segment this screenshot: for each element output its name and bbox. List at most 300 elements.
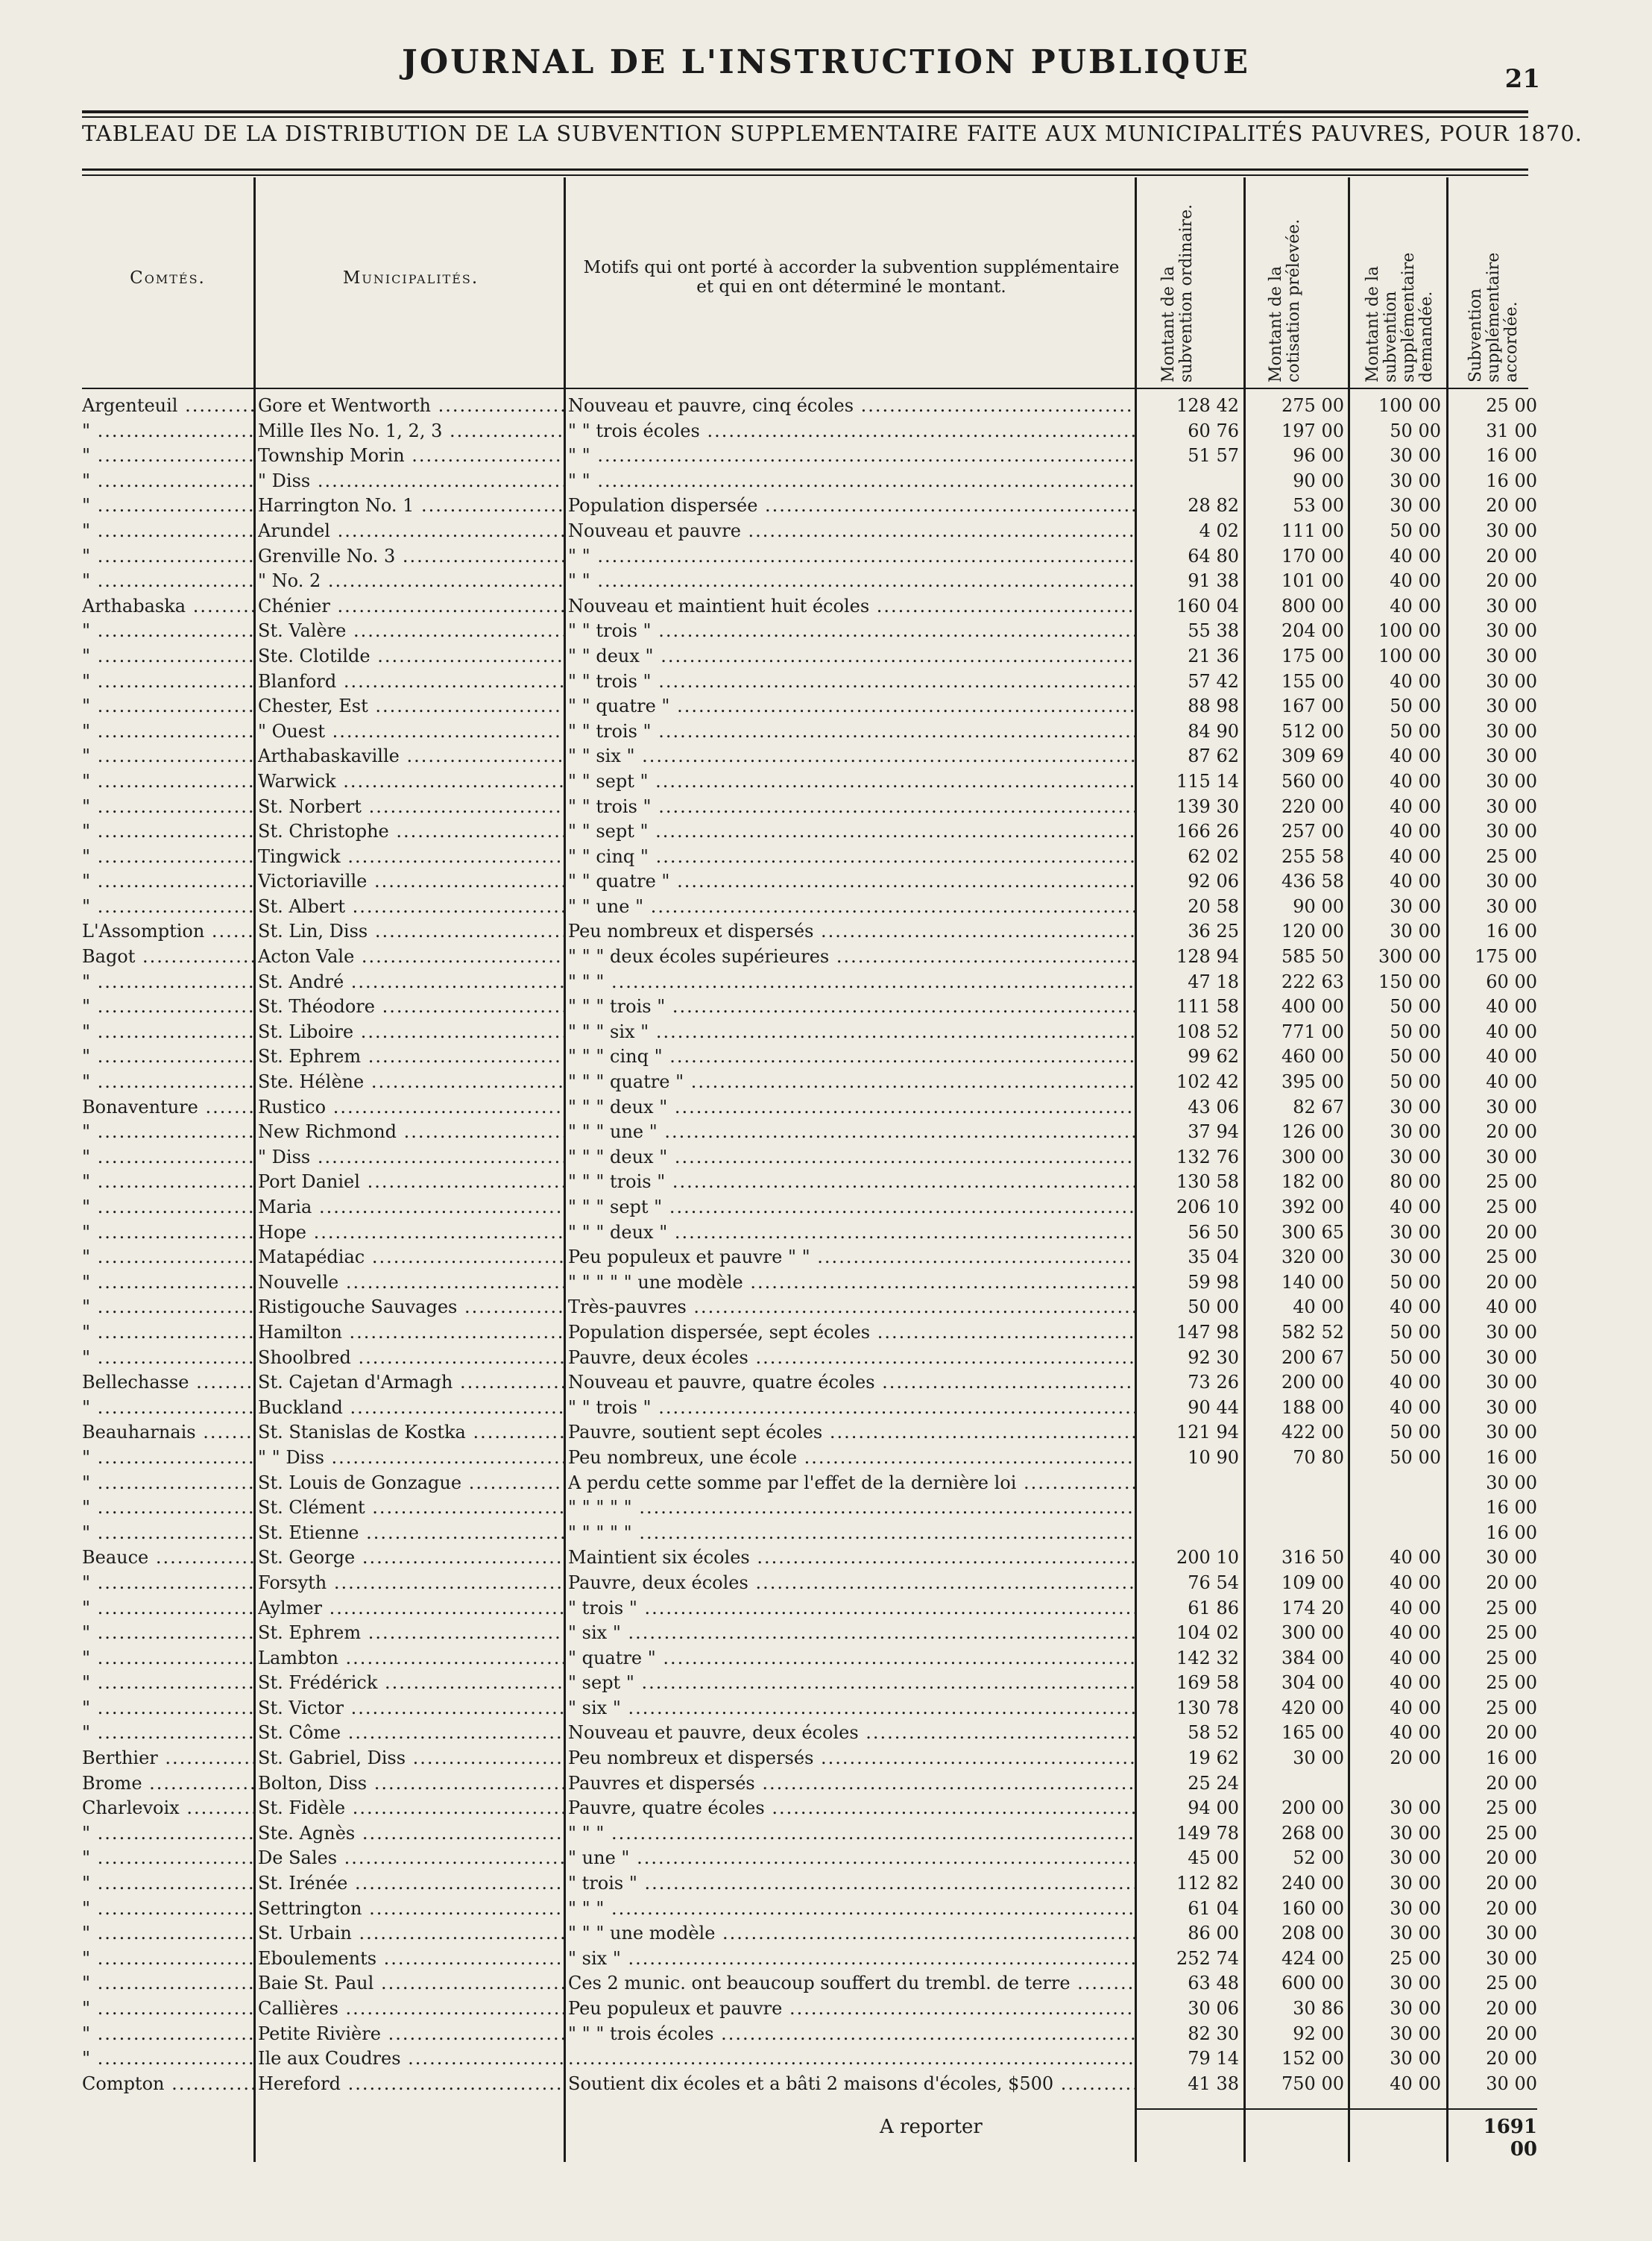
- county-cell: " .....: [82, 1571, 253, 1595]
- granted-amount-cell: 16 00: [1486, 470, 1537, 491]
- granted-amount-cell: 30 00: [1486, 1096, 1537, 1118]
- assessment-amount-cell: 126 00: [1281, 1121, 1344, 1143]
- table-row: [0, 519, 1652, 544]
- assessment-amount-cell: 200 67: [1281, 1346, 1344, 1368]
- county-cell: Bagot .....: [82, 945, 253, 969]
- county-cell: " .....: [82, 795, 253, 819]
- motif-cell: " " une " .....: [568, 895, 1135, 919]
- county-cell: " .....: [82, 1495, 253, 1520]
- county-cell: " .....: [82, 995, 253, 1019]
- ordinary-amount-cell: 47 18: [1188, 971, 1239, 992]
- county-cell: Berthier .....: [82, 1746, 253, 1771]
- ordinary-amount-cell: 169 58: [1176, 1672, 1239, 1694]
- county-cell: " .....: [82, 494, 253, 518]
- county-cell: " .....: [82, 1120, 253, 1144]
- assessment-amount-cell: 424 00: [1281, 1947, 1344, 1969]
- table-row: [0, 819, 1652, 845]
- motif-cell: " " " " " .....: [568, 1495, 1135, 1520]
- county-cell: " .....: [82, 719, 253, 744]
- assessment-amount-cell: 255 58: [1281, 845, 1344, 867]
- ordinary-amount-cell: 160 04: [1176, 595, 1239, 617]
- table-row: [0, 1646, 1652, 1671]
- assessment-amount-cell: 200 00: [1281, 1797, 1344, 1819]
- header-demandee: Montant de la subvention supplémentaire demandée.: [1363, 252, 1436, 382]
- granted-amount-cell: 175 00: [1475, 946, 1537, 968]
- motif-cell: " " " " " .....: [568, 1521, 1135, 1545]
- county-cell: Arthabaska .....: [82, 594, 253, 619]
- granted-amount-cell: 25 00: [1486, 1672, 1537, 1694]
- granted-amount-cell: 25 00: [1486, 1822, 1537, 1844]
- motif-cell: " " " .....: [568, 1821, 1135, 1846]
- table-row: [0, 694, 1652, 719]
- motif-cell: " " six " .....: [568, 744, 1135, 769]
- municipality-cell: Ristigouche Sauvages .....: [258, 1295, 564, 1320]
- requested-amount-cell: 30 00: [1390, 2048, 1441, 2070]
- county-cell: " .....: [82, 419, 253, 444]
- municipality-cell: Maria .....: [258, 1195, 564, 1220]
- ordinary-amount-cell: 104 02: [1176, 1622, 1239, 1644]
- county-cell: " .....: [82, 669, 253, 694]
- assessment-amount-cell: 316 50: [1281, 1547, 1344, 1569]
- granted-amount-cell: 30 00: [1486, 1422, 1537, 1443]
- assessment-amount-cell: 160 00: [1281, 1897, 1344, 1919]
- ordinary-amount-cell: 60 76: [1188, 420, 1239, 441]
- motif-cell: " six " .....: [568, 1621, 1135, 1645]
- table-row: [0, 1897, 1652, 1922]
- ordinary-amount-cell: 41 38: [1188, 2073, 1239, 2094]
- assessment-amount-cell: 400 00: [1281, 996, 1344, 1018]
- motif-cell: " une " .....: [568, 1846, 1135, 1870]
- assessment-amount-cell: 771 00: [1281, 1021, 1344, 1042]
- municipality-cell: Chénier .....: [258, 594, 564, 619]
- granted-amount-cell: 30 00: [1486, 645, 1537, 666]
- requested-amount-cell: 50 00: [1390, 1446, 1441, 1468]
- motif-cell: " six " .....: [568, 1947, 1135, 1971]
- motif-cell: " " trois " .....: [568, 1396, 1135, 1420]
- municipality-cell: Acton Vale .....: [258, 945, 564, 969]
- ordinary-amount-cell: 130 78: [1176, 1697, 1239, 1718]
- municipality-cell: Forsyth .....: [258, 1571, 564, 1595]
- requested-amount-cell: 30 00: [1390, 1873, 1441, 1894]
- municipality-cell: Hope .....: [258, 1220, 564, 1245]
- granted-amount-cell: 30 00: [1486, 746, 1537, 767]
- municipality-cell: Tingwick .....: [258, 845, 564, 869]
- assessment-amount-cell: 304 00: [1281, 1672, 1344, 1694]
- table-row: [0, 970, 1652, 995]
- municipality-cell: Victoriaville .....: [258, 869, 564, 894]
- assessment-amount-cell: 600 00: [1281, 1973, 1344, 1994]
- motif-cell: Nouveau et pauvre .....: [568, 519, 1135, 543]
- granted-amount-cell: 30 00: [1486, 696, 1537, 717]
- assessment-amount-cell: 175 00: [1281, 645, 1344, 666]
- ordinary-amount-cell: 91 38: [1188, 570, 1239, 592]
- requested-amount-cell: 50 00: [1390, 1046, 1441, 1068]
- assessment-amount-cell: 392 00: [1281, 1197, 1344, 1217]
- motif-cell: Pauvre, deux écoles .....: [568, 1346, 1135, 1370]
- table-row: [0, 795, 1652, 820]
- ordinary-amount-cell: 82 30: [1188, 2023, 1239, 2044]
- requested-amount-cell: 25 00: [1390, 1947, 1441, 1969]
- requested-amount-cell: 30 00: [1390, 1096, 1441, 1118]
- municipality-cell: Ste. Hélène .....: [258, 1070, 564, 1094]
- assessment-amount-cell: 560 00: [1281, 770, 1344, 792]
- header-ordinaire: Montant de la subvention ordinaire.: [1159, 204, 1196, 382]
- motif-cell: " " quatre " .....: [568, 869, 1135, 894]
- granted-amount-cell: 30 00: [1486, 1923, 1537, 1944]
- municipality-cell: Aylmer .....: [258, 1596, 564, 1621]
- motif-cell: " " trois " .....: [568, 795, 1135, 819]
- granted-amount-cell: 30 00: [1486, 1547, 1537, 1569]
- ordinary-amount-cell: 36 25: [1188, 921, 1239, 942]
- county-cell: Charlevoix .....: [82, 1796, 253, 1821]
- ordinary-amount-cell: 84 90: [1188, 720, 1239, 742]
- county-cell: " .....: [82, 1671, 253, 1695]
- table-row: [0, 1545, 1652, 1571]
- municipality-cell: Gore et Wentworth .....: [258, 394, 564, 418]
- county-cell: " .....: [82, 1295, 253, 1320]
- table-row: [0, 669, 1652, 695]
- assessment-amount-cell: 275 00: [1281, 395, 1344, 416]
- municipality-cell: St. Ephrem .....: [258, 1044, 564, 1069]
- requested-amount-cell: 50 00: [1390, 1071, 1441, 1093]
- requested-amount-cell: 20 00: [1390, 1747, 1441, 1769]
- table-row: [0, 719, 1652, 745]
- granted-amount-cell: 30 00: [1486, 770, 1537, 792]
- municipality-cell: Shoolbred .....: [258, 1346, 564, 1370]
- requested-amount-cell: 50 00: [1390, 1346, 1441, 1368]
- granted-amount-cell: 30 00: [1486, 2073, 1537, 2094]
- granted-amount-cell: 25 00: [1486, 1622, 1537, 1644]
- motif-cell: " " " trois " .....: [568, 995, 1135, 1019]
- motif-cell: Pauvres et dispersés .....: [568, 1771, 1135, 1796]
- table-row: [0, 945, 1652, 970]
- county-cell: " .....: [82, 819, 253, 844]
- assessment-amount-cell: 53 00: [1293, 495, 1344, 517]
- ordinary-amount-cell: 90 44: [1188, 1396, 1239, 1418]
- assessment-amount-cell: 30 00: [1293, 1747, 1344, 1769]
- motif-cell: " " .....: [568, 544, 1135, 569]
- motif-cell: " " " une modèle .....: [568, 1921, 1135, 1946]
- county-cell: " .....: [82, 1220, 253, 1245]
- requested-amount-cell: 30 00: [1390, 1998, 1441, 2019]
- requested-amount-cell: 30 00: [1390, 1146, 1441, 1167]
- assessment-amount-cell: 420 00: [1281, 1697, 1344, 1718]
- motif-cell: " " " .....: [568, 1897, 1135, 1921]
- motif-cell: " trois " .....: [568, 1871, 1135, 1896]
- granted-amount-cell: 20 00: [1486, 1897, 1537, 1919]
- requested-amount-cell: 100 00: [1378, 620, 1441, 642]
- municipality-cell: St. George .....: [258, 1545, 564, 1570]
- ordinary-amount-cell: 37 94: [1188, 1121, 1239, 1143]
- requested-amount-cell: 30 00: [1390, 1121, 1441, 1143]
- assessment-amount-cell: 90 00: [1293, 470, 1344, 491]
- motif-cell: " " " " " une modèle .....: [568, 1270, 1135, 1295]
- assessment-amount-cell: 585 50: [1281, 946, 1344, 968]
- municipality-cell: Township Morin .....: [258, 444, 564, 468]
- table-row: [0, 1696, 1652, 1721]
- assessment-amount-cell: 320 00: [1281, 1246, 1344, 1268]
- table-row: [0, 1821, 1652, 1847]
- table-row: [0, 1245, 1652, 1270]
- requested-amount-cell: 30 00: [1390, 1221, 1441, 1243]
- assessment-amount-cell: 96 00: [1293, 445, 1344, 467]
- motif-cell: Peu populeux et pauvre " " .....: [568, 1245, 1135, 1270]
- assessment-amount-cell: 197 00: [1281, 420, 1344, 441]
- requested-amount-cell: 30 00: [1390, 470, 1441, 491]
- municipality-cell: St. Victor .....: [258, 1696, 564, 1721]
- requested-amount-cell: 50 00: [1390, 1021, 1441, 1042]
- county-cell: Bellechasse .....: [82, 1370, 253, 1395]
- ordinary-amount-cell: 79 14: [1188, 2048, 1239, 2070]
- granted-amount-cell: 25 00: [1486, 1797, 1537, 1819]
- table-row: [0, 444, 1652, 469]
- requested-amount-cell: 40 00: [1390, 545, 1441, 567]
- table-row: [0, 1596, 1652, 1621]
- assessment-amount-cell: 512 00: [1281, 720, 1344, 742]
- municipality-cell: Callières .....: [258, 1996, 564, 2021]
- motif-cell: Peu nombreux, une école .....: [568, 1446, 1135, 1470]
- requested-amount-cell: 300 00: [1378, 946, 1441, 968]
- assessment-amount-cell: 140 00: [1281, 1271, 1344, 1293]
- motif-cell: Peu nombreux et dispersés .....: [568, 919, 1135, 944]
- county-cell: " .....: [82, 895, 253, 919]
- county-cell: " .....: [82, 569, 253, 593]
- granted-amount-cell: 40 00: [1486, 1021, 1537, 1042]
- ordinary-amount-cell: 30 06: [1188, 1998, 1239, 2019]
- motif-cell: " " " quatre " .....: [568, 1070, 1135, 1094]
- municipality-cell: St. Christophe .....: [258, 819, 564, 844]
- ordinary-amount-cell: 121 94: [1176, 1422, 1239, 1443]
- motif-cell: " " .....: [568, 469, 1135, 494]
- municipality-cell: St. Liboire .....: [258, 1020, 564, 1044]
- assessment-amount-cell: 208 00: [1281, 1923, 1344, 1944]
- motif-cell: " " trois " .....: [568, 719, 1135, 744]
- requested-amount-cell: 40 00: [1390, 746, 1441, 767]
- header-motifs: Motifs qui ont porté à accorder la subvention supplémentaire et qui en ont déterminé le montant.: [583, 258, 1120, 297]
- requested-amount-cell: 100 00: [1378, 395, 1441, 416]
- assessment-amount-cell: 582 52: [1281, 1321, 1344, 1343]
- motif-cell: " " quatre " .....: [568, 694, 1135, 719]
- motif-cell: Pauvre, soutient sept écoles .....: [568, 1420, 1135, 1445]
- granted-amount-cell: 20 00: [1486, 570, 1537, 592]
- requested-amount-cell: 40 00: [1390, 2073, 1441, 2094]
- ordinary-amount-cell: 61 04: [1188, 1897, 1239, 1919]
- county-cell: Beauharnais .....: [82, 1420, 253, 1445]
- municipality-cell: Grenville No. 3 .....: [258, 544, 564, 569]
- granted-amount-cell: 40 00: [1486, 996, 1537, 1018]
- granted-amount-cell: 20 00: [1486, 1873, 1537, 1894]
- table-row: [0, 1044, 1652, 1070]
- granted-amount-cell: 20 00: [1486, 1572, 1537, 1593]
- assessment-amount-cell: 90 00: [1293, 895, 1344, 917]
- table-row: [0, 1420, 1652, 1446]
- table-row: [0, 1145, 1652, 1170]
- report-total: 1691 00: [1483, 2116, 1537, 2160]
- county-cell: " .....: [82, 845, 253, 869]
- county-cell: Compton .....: [82, 2072, 253, 2096]
- requested-amount-cell: 50 00: [1390, 1422, 1441, 1443]
- requested-amount-cell: 40 00: [1390, 821, 1441, 842]
- table-row: [0, 1746, 1652, 1771]
- municipality-cell: Bolton, Diss .....: [258, 1771, 564, 1796]
- municipality-cell: St. Etienne .....: [258, 1521, 564, 1545]
- county-cell: " .....: [82, 469, 253, 494]
- ordinary-amount-cell: 51 57: [1188, 445, 1239, 467]
- county-cell: " .....: [82, 1396, 253, 1420]
- assessment-amount-cell: 460 00: [1281, 1046, 1344, 1068]
- municipality-cell: De Sales .....: [258, 1846, 564, 1870]
- county-cell: " .....: [82, 444, 253, 468]
- table-row: [0, 1220, 1652, 1246]
- table-row: [0, 1947, 1652, 1972]
- county-cell: " .....: [82, 1521, 253, 1545]
- table-row: [0, 1571, 1652, 1596]
- granted-amount-cell: 20 00: [1486, 1998, 1537, 2019]
- table-row: [0, 1295, 1652, 1320]
- granted-amount-cell: 40 00: [1486, 1071, 1537, 1093]
- municipality-cell: St. Ephrem .....: [258, 1621, 564, 1645]
- county-cell: Brome .....: [82, 1771, 253, 1796]
- table-row: [0, 619, 1652, 644]
- table-row: [0, 1846, 1652, 1871]
- requested-amount-cell: 50 00: [1390, 720, 1441, 742]
- municipality-cell: Buckland .....: [258, 1396, 564, 1420]
- table-row: [0, 1671, 1652, 1696]
- county-cell: " .....: [82, 1596, 253, 1621]
- header-rule: [82, 388, 1528, 389]
- ordinary-amount-cell: 94 00: [1188, 1797, 1239, 1819]
- county-cell: " .....: [82, 1646, 253, 1671]
- county-cell: " .....: [82, 970, 253, 995]
- table-row: [0, 895, 1652, 920]
- table-row: [0, 419, 1652, 444]
- granted-amount-cell: 25 00: [1486, 1197, 1537, 1217]
- assessment-amount-cell: 92 00: [1293, 2023, 1344, 2044]
- ordinary-amount-cell: 252 74: [1176, 1947, 1239, 1969]
- requested-amount-cell: 40 00: [1390, 1597, 1441, 1618]
- ordinary-amount-cell: 57 42: [1188, 670, 1239, 692]
- granted-amount-cell: 30 00: [1486, 821, 1537, 842]
- ordinary-amount-cell: 43 06: [1188, 1096, 1239, 1118]
- ordinary-amount-cell: 92 06: [1188, 871, 1239, 892]
- county-cell: " .....: [82, 1044, 253, 1069]
- ordinary-amount-cell: 139 30: [1176, 795, 1239, 817]
- county-cell: L'Assomption .....: [82, 919, 253, 944]
- motif-cell: " six " .....: [568, 1696, 1135, 1721]
- requested-amount-cell: 40 00: [1390, 570, 1441, 592]
- municipality-cell: St. Valère .....: [258, 619, 564, 643]
- municipality-cell: Rustico .....: [258, 1095, 564, 1120]
- ordinary-amount-cell: 128 42: [1176, 395, 1239, 416]
- ordinary-amount-cell: 61 86: [1188, 1597, 1239, 1618]
- motif-cell: Maintient six écoles .....: [568, 1545, 1135, 1570]
- municipality-cell: Eboulements .....: [258, 1947, 564, 1971]
- county-cell: " .....: [82, 1471, 253, 1495]
- requested-amount-cell: 30 00: [1390, 1847, 1441, 1869]
- granted-amount-cell: 25 00: [1486, 1171, 1537, 1193]
- table-row: [0, 394, 1652, 419]
- municipality-cell: Chester, Est .....: [258, 694, 564, 719]
- granted-amount-cell: 30 00: [1486, 1372, 1537, 1393]
- granted-amount-cell: 25 00: [1486, 845, 1537, 867]
- ordinary-amount-cell: 21 36: [1188, 645, 1239, 666]
- municipality-cell: " Diss .....: [258, 1145, 564, 1170]
- table-title: TABLEAU DE LA DISTRIBUTION DE LA SUBVENTION SUPPLEMENTAIRE FAITE AUX MUNICIPALITÉS PAUVRES, POUR 1870.: [82, 121, 1583, 146]
- ordinary-amount-cell: 88 98: [1188, 696, 1239, 717]
- motif-cell: " " " trois écoles .....: [568, 2022, 1135, 2046]
- granted-amount-cell: 30 00: [1486, 520, 1537, 541]
- motif-cell: Pauvre, quatre écoles .....: [568, 1796, 1135, 1821]
- granted-amount-cell: 20 00: [1486, 2023, 1537, 2044]
- ordinary-amount-cell: 102 42: [1176, 1071, 1239, 1093]
- top-rule: [82, 110, 1528, 113]
- municipality-cell: Warwick .....: [258, 769, 564, 794]
- motif-cell: Nouveau et pauvre, quatre écoles .....: [568, 1370, 1135, 1395]
- municipality-cell: " Diss .....: [258, 469, 564, 494]
- motif-cell: " " " sept " .....: [568, 1195, 1135, 1220]
- assessment-amount-cell: 300 00: [1281, 1146, 1344, 1167]
- ordinary-amount-cell: 64 80: [1188, 545, 1239, 567]
- requested-amount-cell: 40 00: [1390, 1372, 1441, 1393]
- requested-amount-cell: 40 00: [1390, 1296, 1441, 1318]
- granted-amount-cell: 30 00: [1486, 1321, 1537, 1343]
- ordinary-amount-cell: 55 38: [1188, 620, 1239, 642]
- motif-cell: " " " deux " .....: [568, 1220, 1135, 1245]
- county-cell: " .....: [82, 1947, 253, 1971]
- ordinary-amount-cell: 4 02: [1199, 520, 1239, 541]
- municipality-cell: Harrington No. 1 .....: [258, 494, 564, 518]
- municipality-cell: Baie St. Paul .....: [258, 1971, 564, 1996]
- requested-amount-cell: 30 00: [1390, 1897, 1441, 1919]
- granted-amount-cell: 20 00: [1486, 1722, 1537, 1744]
- municipality-cell: St. Irénée .....: [258, 1871, 564, 1896]
- granted-amount-cell: 25 00: [1486, 1647, 1537, 1668]
- assessment-amount-cell: 70 80: [1293, 1446, 1344, 1468]
- granted-amount-cell: 30 00: [1486, 1346, 1537, 1368]
- ordinary-amount-cell: 20 58: [1188, 895, 1239, 917]
- requested-amount-cell: 30 00: [1390, 1973, 1441, 1994]
- table-row: [0, 2046, 1652, 2072]
- assessment-amount-cell: 165 00: [1281, 1722, 1344, 1744]
- granted-amount-cell: 25 00: [1486, 1597, 1537, 1618]
- county-cell: " .....: [82, 2046, 253, 2071]
- ordinary-amount-cell: 45 00: [1188, 1847, 1239, 1869]
- requested-amount-cell: 30 00: [1390, 445, 1441, 467]
- municipality-cell: Port Daniel .....: [258, 1170, 564, 1194]
- motif-cell: Peu populeux et pauvre .....: [568, 1996, 1135, 2021]
- granted-amount-cell: 30 00: [1486, 1472, 1537, 1493]
- motif-cell: " " " deux " .....: [568, 1095, 1135, 1120]
- header-accordee: Subvention supplémentaire accordée.: [1466, 252, 1521, 382]
- county-cell: " .....: [82, 1897, 253, 1921]
- assessment-amount-cell: 268 00: [1281, 1822, 1344, 1844]
- table-row: [0, 1996, 1652, 2022]
- motif-cell: Pauvre, deux écoles .....: [568, 1571, 1135, 1595]
- motif-cell: " " " une " .....: [568, 1120, 1135, 1144]
- requested-amount-cell: 50 00: [1390, 1271, 1441, 1293]
- county-cell: " .....: [82, 544, 253, 569]
- motif-cell: " trois " .....: [568, 1596, 1135, 1621]
- county-cell: " .....: [82, 769, 253, 794]
- requested-amount-cell: 40 00: [1390, 1197, 1441, 1217]
- municipality-cell: St. Urbain .....: [258, 1921, 564, 1946]
- header-cotisation: Montant de la cotisation prélevée.: [1267, 218, 1303, 382]
- motif-cell: " " " six " .....: [568, 1020, 1135, 1044]
- granted-amount-cell: 31 00: [1486, 420, 1537, 441]
- table-row: [0, 1721, 1652, 1746]
- table-row: [0, 1346, 1652, 1371]
- requested-amount-cell: 30 00: [1390, 2023, 1441, 2044]
